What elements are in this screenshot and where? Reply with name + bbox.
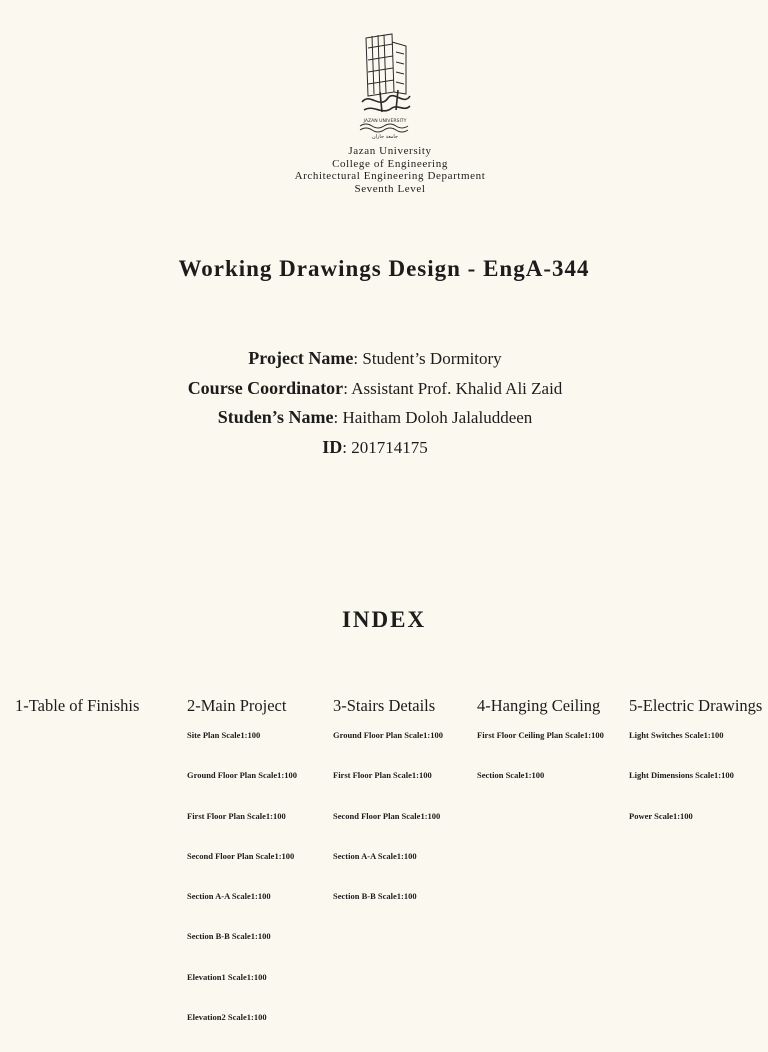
index-title: INDEX	[341, 607, 427, 632]
student-name-row	[0, 403, 750, 433]
index-item-list	[333, 730, 443, 931]
index-item: Power Scale1:100	[629, 810, 693, 821]
index-item: Ground Floor Plan Scale1:100	[333, 730, 443, 740]
index-column-heading: 2-Main Project	[187, 696, 287, 715]
index-column-stairs-details	[333, 696, 443, 931]
student-id-row	[0, 433, 750, 463]
college-name: College of Engineering	[332, 157, 448, 170]
coordinator-label: Course Coordinator	[187, 377, 344, 398]
project-name-value: : Student’s Dormitory	[353, 349, 502, 368]
department-name: Architectural Engineering Department	[294, 170, 486, 182]
index-item: Section B-B Scale1:100	[333, 891, 417, 902]
university-header	[0, 145, 768, 195]
index-column-heading: 1-Table of Finishis	[15, 696, 140, 715]
index-item: Ground Floor Plan Scale1:100	[187, 770, 297, 781]
index-item-list	[187, 730, 297, 1052]
level-name: Seventh Level	[354, 182, 426, 195]
logo-english-text: JAZAN UNIVERSITY	[363, 119, 407, 124]
project-info	[0, 344, 750, 462]
index-item: Section B-B Scale1:100	[187, 931, 271, 942]
coordinator-row	[0, 374, 750, 404]
logo-arabic-text: جامعة جازان	[371, 134, 399, 140]
index-item-list	[629, 730, 762, 851]
index-item: Section A-A Scale1:100	[187, 891, 271, 902]
index-item: First Floor Plan Scale1:100	[333, 770, 432, 781]
index-item: Section Scale1:100	[477, 770, 545, 781]
student-name-label: Studen’s Name	[217, 407, 334, 427]
index-item: Elevation1 Scale1:100	[187, 971, 267, 982]
index-item: Section A-A Scale1:100	[333, 850, 417, 861]
index-item: First Floor Ceiling Plan Scale1:100	[477, 730, 604, 740]
index-item: First Floor Plan Scale1:100	[187, 810, 286, 821]
university-name: Jazan University	[348, 145, 432, 157]
index-column-heading: 5-Electric Drawings	[629, 696, 763, 715]
index-column-heading: 4-Hanging Ceiling	[477, 696, 601, 715]
index-column-heading: 3-Stairs Details	[333, 696, 436, 715]
index-item: Second Floor Plan Scale1:100	[187, 850, 295, 861]
project-name-label: Project Name	[248, 348, 354, 368]
project-name-row	[0, 344, 750, 374]
index-item: Elevation2 Scale1:100	[187, 1012, 267, 1023]
student-id-value: : 201714175	[342, 437, 428, 457]
index-column-hanging-ceiling	[477, 696, 604, 811]
index-item: Light Dimensions Scale1:100	[629, 770, 734, 781]
coordinator-value: : Assistant Prof. Khalid Ali Zaid	[343, 378, 563, 398]
student-id-label: ID	[322, 436, 343, 457]
index-item: Site Plan Scale1:100	[187, 730, 261, 740]
index-column-main-project	[187, 696, 297, 1052]
university-logo-icon	[352, 32, 418, 144]
index-column-electric-drawings	[629, 696, 762, 851]
student-name-value: : Haitham Doloh Jalaluddeen	[333, 408, 533, 427]
index-item-list	[477, 730, 604, 811]
course-title: Working Drawings Design - EngA-344	[178, 256, 590, 281]
index-column-finishes	[15, 696, 139, 730]
index-item: Light Switches Scale1:100	[629, 730, 724, 740]
index-item: Second Floor Plan Scale1:100	[333, 810, 441, 821]
